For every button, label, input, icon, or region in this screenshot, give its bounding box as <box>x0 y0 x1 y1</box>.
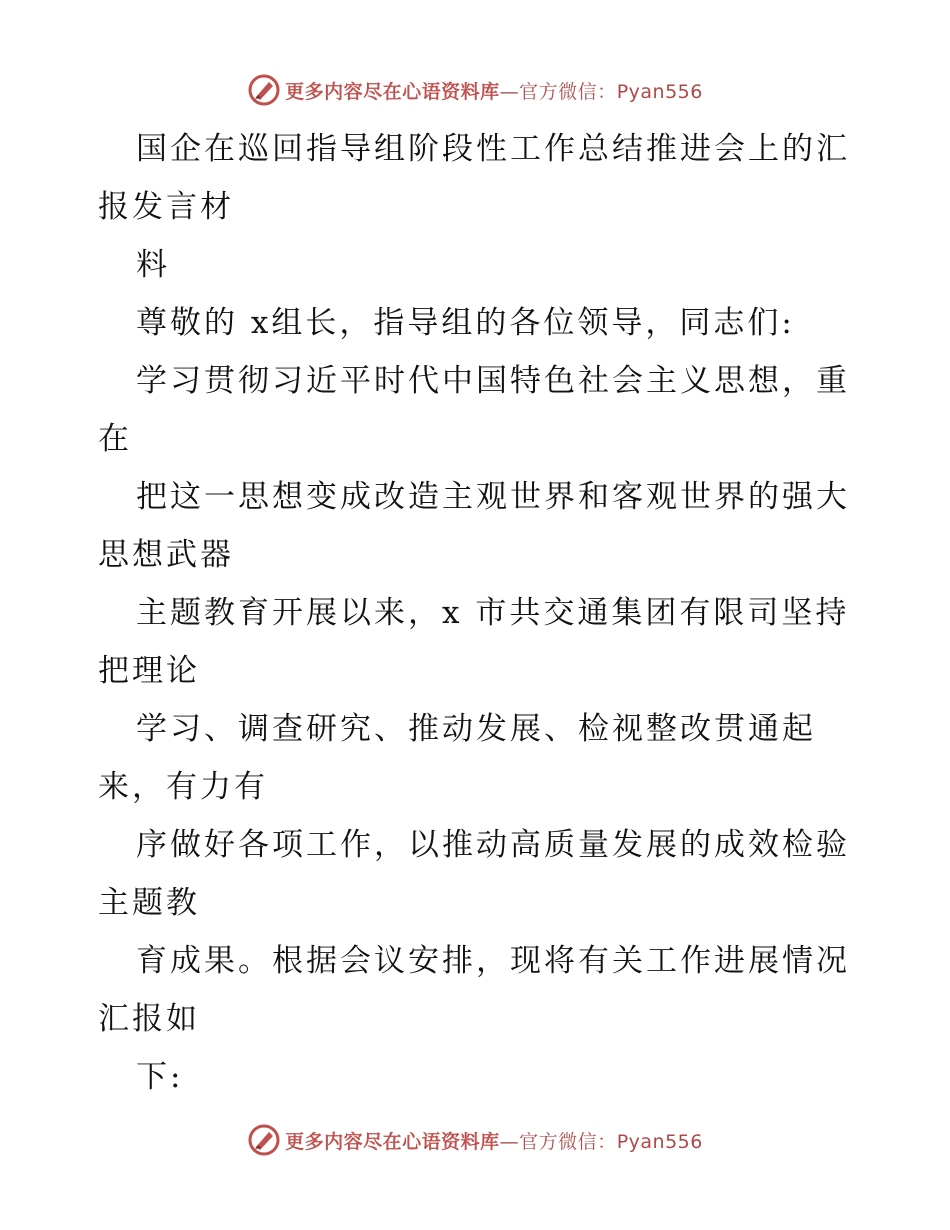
text-line: 主题教育开展以来，x 市共交通集团有限司坚持 <box>136 595 850 631</box>
text-line: 思想武器 <box>98 537 234 573</box>
text-line: 主题教 <box>98 885 200 921</box>
text-line: 在 <box>98 421 132 457</box>
text-line: 来，有力有 <box>98 769 268 805</box>
pen-logo-icon <box>247 1123 281 1157</box>
text-line: 国企在巡回指导组阶段性工作总结推进会上的汇 <box>136 131 850 167</box>
text-line: 尊敬的 x组长，指导组的各位领导，同志们: <box>136 305 795 341</box>
text-line: 育成果。根据会议安排，现将有关工作进展情况 <box>136 943 850 979</box>
text-line: 序做好各项工作，以推动高质量发展的成效检验 <box>136 827 850 863</box>
text-line: 学习贯彻习近平时代中国特色社会主义思想，重 <box>136 363 850 399</box>
watermark-text: 更多内容尽在心语资料库—官方微信：Pyan556 <box>285 80 703 103</box>
text-line: 汇报如 <box>98 1001 200 1037</box>
text-line: 把这一思想变成改造主观世界和客观世界的强大 <box>136 479 850 515</box>
header-watermark <box>0 70 950 110</box>
pen-logo-icon <box>247 73 281 107</box>
document-body <box>0 120 950 1106</box>
text-line: 学习、调查研究、推动发展、检视整改贯通起 <box>136 711 816 747</box>
text-line: 把理论 <box>98 653 200 689</box>
watermark-text: 更多内容尽在心语资料库—官方微信：Pyan556 <box>285 1130 703 1153</box>
text-line: 报发言材 <box>98 189 234 225</box>
text-line: 料 <box>136 247 170 283</box>
text-line: 下: <box>136 1059 184 1095</box>
footer-watermark <box>0 1120 950 1160</box>
